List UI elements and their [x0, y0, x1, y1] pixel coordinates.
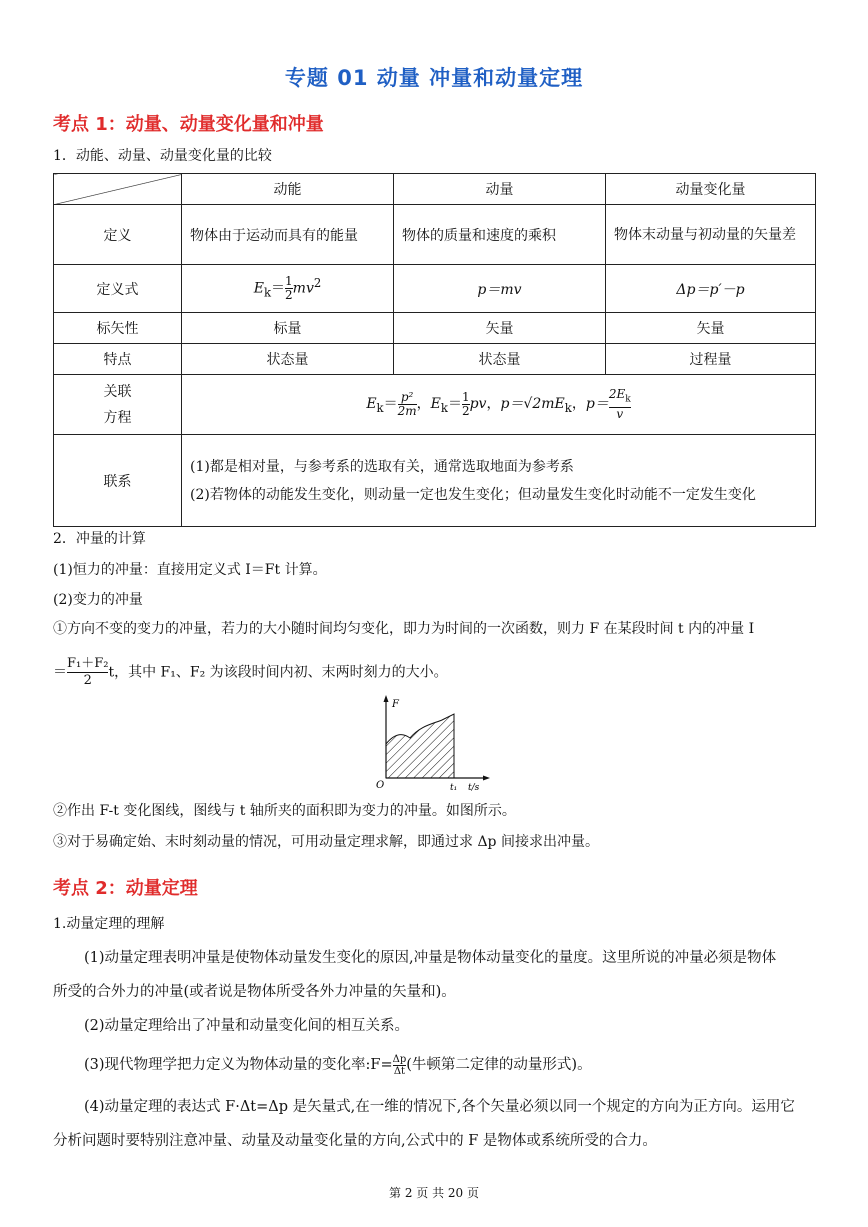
row-label: 关联 方程 — [54, 375, 182, 435]
relation-formula: $E_k=$ $\frac{\text{p²}}{2m}$ ，$E_k=$ $\frac{1}{2}$ pv，$p=√2mE_k$，p＝ $\frac{2E_k}{v}$ — [182, 375, 816, 435]
t-axis-label: t/s — [468, 783, 480, 793]
table-cell: 物体的质量和速度的乘积 — [394, 205, 606, 265]
table-corner — [54, 174, 182, 205]
f-axis-arrow — [384, 695, 389, 702]
t1-label: t₁ — [450, 783, 458, 793]
table-cell: 状态量 — [182, 344, 394, 375]
table-row — [54, 205, 816, 265]
section2-item1-title: 1.动量定理的理解 — [53, 916, 165, 932]
table-row — [54, 435, 816, 527]
link-cell: (1)都是相对量，与参考系的选取有关，通常选取地面为参考系 (2)若物体的动能发生变化，则动量一定也发生变化；但动量发生变化时动能不一定发生变化 — [182, 435, 816, 527]
table-cell: 矢量 — [394, 313, 606, 344]
table-row — [54, 313, 816, 344]
item2-title: 2．冲量的计算 — [53, 531, 146, 547]
paragraph: (1)恒力的冲量：直接用定义式 I＝Ft 计算。 — [53, 562, 327, 578]
ek-formula: $E_k=$ $\frac{1}{2}$ $mv^2$ — [182, 265, 394, 313]
table-header: 动量变化量 — [606, 174, 816, 205]
paragraph: (2)动量定理给出了冲量和动量变化间的相互关系。 — [84, 1018, 410, 1034]
paragraph: (3)现代物理学把力定义为物体动量的变化率:F= $\frac{\Delta p}{\Delta t}$ (牛顿第二定律的动量形式)。 — [84, 1053, 592, 1077]
table-cell: 矢量 — [606, 313, 816, 344]
paragraph: (1)动量定理表明冲量是使物体动量发生变化的原因,冲量是物体动量变化的量度。这里所说的冲量必须是物体 — [84, 950, 777, 966]
comparison-table — [53, 173, 816, 527]
item1-title: 1．动能、动量、动量变化量的比较 — [53, 148, 272, 164]
table-cell: 过程量 — [606, 344, 816, 375]
page-title: 专题 01 动量 冲量和动量定理 — [284, 66, 584, 90]
page-footer: 第 2 页 共 20 页 — [389, 1186, 479, 1200]
dp-formula: Δp＝p′－p — [606, 265, 816, 313]
paragraph: ＝ $\frac{\text{F₁＋F₂}}{2}$ t，其中 F₁、F₂ 为该段时间内初、末两时刻力的大小。 — [53, 656, 448, 688]
f-axis-label: F — [392, 699, 399, 710]
table-row — [54, 375, 816, 435]
row-label: 标矢性 — [54, 313, 182, 344]
paragraph: 所受的合外力的冲量(或者说是物体所受各外力冲量的矢量和)。 — [53, 984, 456, 1000]
impulse-area — [386, 714, 454, 778]
p-formula: p＝mv — [394, 265, 606, 313]
table-row — [54, 265, 816, 313]
paragraph: 分析问题时要特别注意冲量、动量及动量变化量的方向,公式中的 F 是物体或系统所受的合力。 — [53, 1133, 657, 1149]
table-header: 动量 — [394, 174, 606, 205]
paragraph: ①方向不变的变力的冲量，若力的大小随时间均匀变化，即力为时间的一次函数，则力 F 在某段时间 t 内的冲量 I — [53, 621, 755, 637]
section2-heading: 考点 2：动量定理 — [53, 878, 198, 899]
paragraph: ②作出 F-t 变化图线，图线与 t 轴所夹的面积即为变力的冲量。如图所示。 — [53, 803, 516, 819]
section1-heading: 考点 1：动量、动量变化量和冲量 — [53, 114, 324, 135]
paragraph: ③对于易确定始、末时刻动量的情况，可用动量定理求解，即通过求 Δp 间接求出冲量。 — [53, 834, 599, 850]
table-header: 动能 — [182, 174, 394, 205]
t-axis-arrow — [483, 776, 490, 781]
f-t-graph — [372, 692, 496, 794]
table-cell: 状态量 — [394, 344, 606, 375]
paragraph: (2)变力的冲量 — [53, 592, 143, 608]
row-label: 特点 — [54, 344, 182, 375]
table-cell: 标量 — [182, 313, 394, 344]
table-cell: 物体由于运动而具有的能量 — [182, 205, 394, 265]
table-row — [54, 344, 816, 375]
origin-label: O — [376, 780, 385, 791]
table-cell: 物体末动量与初动量的矢量差 — [606, 205, 816, 265]
row-label: 定义式 — [54, 265, 182, 313]
row-label: 定义 — [54, 205, 182, 265]
row-label: 联系 — [54, 435, 182, 527]
paragraph: (4)动量定理的表达式 F·Δt=Δp 是矢量式,在一维的情况下,各个矢量必须以同一个规定的方向为正方向。运用它 — [84, 1099, 795, 1115]
